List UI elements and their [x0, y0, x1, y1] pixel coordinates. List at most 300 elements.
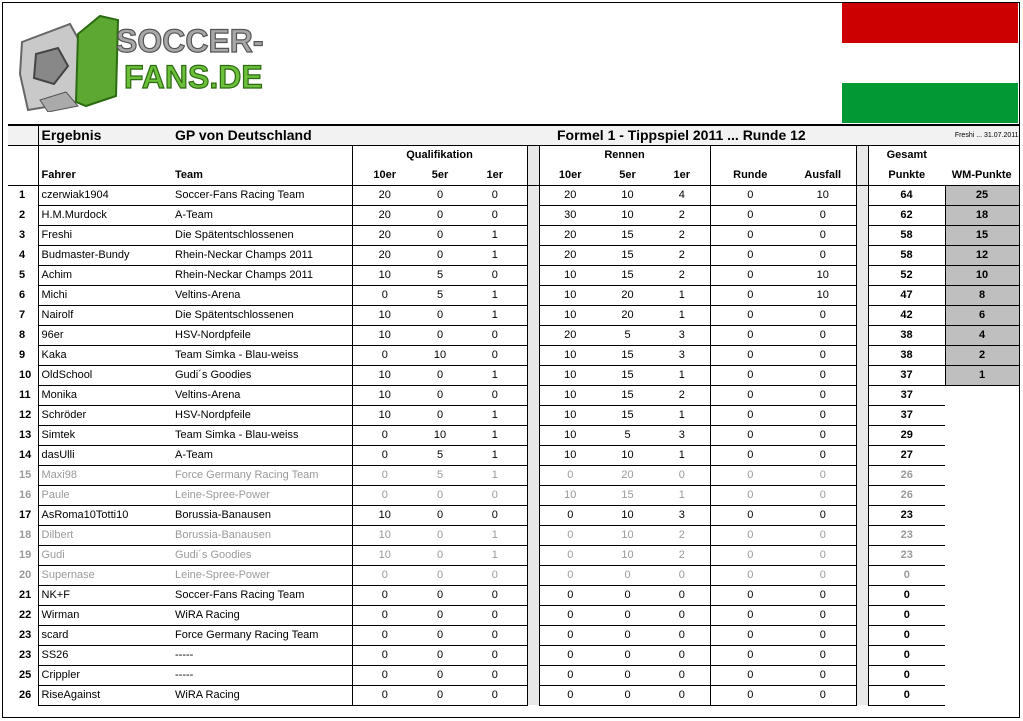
column-gap [527, 305, 539, 325]
punkte-cell: 42 [868, 305, 945, 325]
team-cell: Die Spätentschlossenen [172, 225, 352, 245]
runde-cell: 0 [710, 445, 790, 465]
wm-punkte-cell: 18 [945, 205, 1019, 225]
ausfall-cell: 0 [790, 305, 856, 325]
wm-punkte-cell [945, 545, 1019, 565]
punkte-cell: 52 [868, 265, 945, 285]
punkte-cell: 27 [868, 445, 945, 465]
q1-cell: 1 [463, 405, 527, 425]
r10-cell: 0 [539, 505, 601, 525]
q1-cell: 1 [463, 465, 527, 485]
q10-cell: 0 [352, 585, 417, 605]
column-gap [856, 465, 868, 485]
runde-cell: 0 [710, 565, 790, 585]
q5-cell: 0 [417, 605, 463, 625]
q10-cell: 10 [352, 525, 417, 545]
ausfall-cell: 0 [790, 525, 856, 545]
punkte-cell: 0 [868, 645, 945, 665]
r10-cell: 0 [539, 525, 601, 545]
q10-cell: 10 [352, 305, 417, 325]
punkte-cell: 37 [868, 385, 945, 405]
table-row [8, 485, 1019, 505]
hungary-flag [842, 3, 1018, 123]
flag-stripe-green [842, 83, 1018, 123]
table-row [8, 405, 1019, 425]
table-row [8, 305, 1019, 325]
punkte-cell: 58 [868, 225, 945, 245]
column-gap [527, 345, 539, 365]
team-cell: Leine-Spree-Power [172, 565, 352, 585]
table-row [8, 205, 1019, 225]
column-gap [527, 445, 539, 465]
r5-cell: 10 [601, 545, 654, 565]
r10-cell: 0 [539, 645, 601, 665]
q10-cell: 20 [352, 225, 417, 245]
column-gap [527, 545, 539, 565]
r1-cell: 0 [654, 465, 710, 485]
fahrer-cell: H.M.Murdock [38, 205, 172, 225]
column-gap [527, 185, 539, 205]
r1-cell: 2 [654, 385, 710, 405]
soccer-fans-logo [18, 14, 278, 112]
punkte-cell: 37 [868, 365, 945, 385]
wm-punkte-cell: 12 [945, 245, 1019, 265]
rank-cell: 7 [19, 309, 26, 321]
col-r10: 10er [539, 165, 601, 185]
punkte-cell: 29 [868, 425, 945, 445]
fahrer-cell: Freshi [38, 225, 172, 245]
team-cell: ----- [172, 645, 352, 665]
fahrer-cell: Nairolf [38, 305, 172, 325]
runde-cell: 0 [710, 485, 790, 505]
column-gap [527, 485, 539, 505]
q10-cell: 0 [352, 445, 417, 465]
q5-cell: 5 [417, 265, 463, 285]
q5-cell: 0 [417, 385, 463, 405]
q5-cell: 5 [417, 465, 463, 485]
runde-cell: 0 [710, 465, 790, 485]
q5-cell: 10 [417, 345, 463, 365]
runde-cell: 0 [710, 505, 790, 525]
q10-cell: 0 [352, 465, 417, 485]
col-wm-punkte: WM-Punkte [945, 165, 1019, 185]
r10-cell: 10 [539, 285, 601, 305]
gp-label: GP von Deutschland [172, 125, 352, 145]
team-cell: Leine-Spree-Power [172, 485, 352, 505]
rank-cell: 17 [19, 509, 32, 521]
q1-cell: 0 [463, 265, 527, 285]
column-gap [527, 605, 539, 625]
r1-cell: 1 [654, 285, 710, 305]
wm-punkte-cell: 6 [945, 305, 1019, 325]
table-row [8, 625, 1019, 645]
punkte-cell: 0 [868, 625, 945, 645]
table-row [8, 525, 1019, 545]
wm-punkte-cell [945, 525, 1019, 545]
fahrer-cell: SS26 [38, 645, 172, 665]
q10-cell: 10 [352, 405, 417, 425]
r10-cell: 10 [539, 345, 601, 365]
runde-cell: 0 [710, 265, 790, 285]
ausfall-cell: 0 [790, 545, 856, 565]
col-runde: Runde [710, 165, 790, 185]
column-gap [856, 685, 868, 705]
column-gap [856, 485, 868, 505]
r5-cell: 15 [601, 405, 654, 425]
q10-cell: 0 [352, 645, 417, 665]
group-header-row [8, 145, 1019, 165]
runde-cell: 0 [710, 685, 790, 705]
table-row [8, 425, 1019, 445]
punkte-cell: 37 [868, 405, 945, 425]
rank-cell: 11 [19, 389, 31, 401]
table-row [8, 265, 1019, 285]
r10-cell: 30 [539, 205, 601, 225]
runde-cell: 0 [710, 525, 790, 545]
fahrer-cell: NK+F [38, 585, 172, 605]
punkte-cell: 0 [868, 585, 945, 605]
column-gap [856, 525, 868, 545]
rank-cell: 8 [19, 329, 26, 341]
column-gap [856, 245, 868, 265]
q5-cell: 0 [417, 685, 463, 705]
fahrer-cell: Supernase [38, 565, 172, 585]
wm-punkte-cell [945, 565, 1019, 585]
column-gap [527, 285, 539, 305]
q1-cell: 0 [463, 205, 527, 225]
punkte-cell: 0 [868, 605, 945, 625]
runde-cell: 0 [710, 285, 790, 305]
column-gap [527, 365, 539, 385]
team-cell: Rhein-Neckar Champs 2011 [172, 245, 352, 265]
column-gap [527, 565, 539, 585]
r5-cell: 10 [601, 445, 654, 465]
table-row [8, 545, 1019, 565]
wm-punkte-cell [945, 685, 1019, 705]
fahrer-cell: scard [38, 625, 172, 645]
column-gap [527, 625, 539, 645]
punkte-cell: 0 [868, 565, 945, 585]
rank-cell: 23 [19, 649, 32, 661]
runde-cell: 0 [710, 605, 790, 625]
r1-cell: 2 [654, 205, 710, 225]
team-cell: HSV-Nordpfeile [172, 405, 352, 425]
q5-cell: 5 [417, 285, 463, 305]
table-row [8, 245, 1019, 265]
q5-cell: 0 [417, 565, 463, 585]
r5-cell: 10 [601, 205, 654, 225]
q5-cell: 0 [417, 305, 463, 325]
q5-cell: 0 [417, 645, 463, 665]
r5-cell: 5 [601, 425, 654, 445]
col-ausfall: Ausfall [790, 165, 856, 185]
column-gap [856, 265, 868, 285]
r1-cell: 3 [654, 505, 710, 525]
q5-cell: 0 [417, 325, 463, 345]
fahrer-cell: dasUlli [38, 445, 172, 465]
q5-cell: 5 [417, 445, 463, 465]
fahrer-cell: Crippler [38, 665, 172, 685]
q5-cell: 0 [417, 665, 463, 685]
q1-cell: 0 [463, 325, 527, 345]
ergebnis-label: Ergebnis [38, 125, 172, 145]
tippspiel-title: Formel 1 - Tippspiel 2011 ... Runde 12 [539, 125, 868, 145]
results-table [8, 124, 1020, 706]
ausfall-cell: 0 [790, 205, 856, 225]
r10-cell: 0 [539, 565, 601, 585]
q10-cell: 0 [352, 285, 417, 305]
runde-cell: 0 [710, 345, 790, 365]
col-team: Team [172, 165, 352, 185]
col-q1: 1er [463, 165, 527, 185]
fahrer-cell: Budmaster-Bundy [38, 245, 172, 265]
flag-stripe-white [842, 43, 1018, 83]
q1-cell: 1 [463, 425, 527, 445]
q10-cell: 0 [352, 605, 417, 625]
fahrer-cell: Kaka [38, 345, 172, 365]
column-gap [856, 545, 868, 565]
team-cell: Team Simka - Blau-weiss [172, 425, 352, 445]
col-q10: 10er [352, 165, 417, 185]
group-rennen: Rennen [604, 149, 645, 162]
punkte-cell: 58 [868, 245, 945, 265]
r5-cell: 10 [601, 185, 654, 205]
r1-cell: 2 [654, 525, 710, 545]
rank-cell: 12 [19, 409, 32, 421]
column-gap [856, 665, 868, 685]
table-row [8, 465, 1019, 485]
column-gap [856, 565, 868, 585]
r5-cell: 0 [601, 605, 654, 625]
column-gap [527, 505, 539, 525]
q1-cell: 0 [463, 185, 527, 205]
column-gap [527, 245, 539, 265]
runde-cell: 0 [710, 405, 790, 425]
ausfall-cell: 0 [790, 345, 856, 365]
r10-cell: 10 [539, 385, 601, 405]
column-gap [856, 605, 868, 625]
fahrer-cell: Paule [38, 485, 172, 505]
fahrer-cell: OldSchool [38, 365, 172, 385]
q1-cell: 0 [463, 505, 527, 525]
column-gap [856, 585, 868, 605]
flag-stripe-red [842, 3, 1018, 43]
table-row [8, 645, 1019, 665]
ausfall-cell: 0 [790, 405, 856, 425]
punkte-cell: 23 [868, 505, 945, 525]
ausfall-cell: 0 [790, 365, 856, 385]
table-row [8, 365, 1019, 385]
punkte-cell: 47 [868, 285, 945, 305]
punkte-cell: 0 [868, 685, 945, 705]
ausfall-cell: 10 [790, 185, 856, 205]
q1-cell: 1 [463, 285, 527, 305]
ausfall-cell: 0 [790, 245, 856, 265]
fahrer-cell: Maxi98 [38, 465, 172, 485]
r10-cell: 0 [539, 665, 601, 685]
r1-cell: 0 [654, 585, 710, 605]
runde-cell: 0 [710, 185, 790, 205]
runde-cell: 0 [710, 385, 790, 405]
r10-cell: 10 [539, 365, 601, 385]
q10-cell: 10 [352, 365, 417, 385]
column-gap [856, 405, 868, 425]
runde-cell: 0 [710, 625, 790, 645]
ausfall-cell: 0 [790, 385, 856, 405]
r5-cell: 20 [601, 285, 654, 305]
q1-cell: 0 [463, 585, 527, 605]
team-cell: Veltins-Arena [172, 285, 352, 305]
r10-cell: 0 [539, 585, 601, 605]
rank-cell: 6 [19, 289, 26, 301]
team-cell: WiRA Racing [172, 685, 352, 705]
q10-cell: 10 [352, 505, 417, 525]
r5-cell: 0 [601, 565, 654, 585]
rank-cell: 22 [19, 609, 32, 621]
q10-cell: 20 [352, 185, 417, 205]
r10-cell: 20 [539, 185, 601, 205]
ausfall-cell: 10 [790, 265, 856, 285]
team-cell: Force Germany Racing Team [172, 625, 352, 645]
table-row [8, 605, 1019, 625]
r10-cell: 10 [539, 305, 601, 325]
wm-punkte-cell [945, 605, 1019, 625]
table-row [8, 505, 1019, 525]
ausfall-cell: 0 [790, 425, 856, 445]
team-cell: ----- [172, 665, 352, 685]
wm-punkte-cell: 10 [945, 265, 1019, 285]
table-row [8, 565, 1019, 585]
punkte-cell: 38 [868, 325, 945, 345]
team-cell: WiRA Racing [172, 605, 352, 625]
column-gap [527, 325, 539, 345]
table-row [8, 585, 1019, 605]
rank-cell: 10 [19, 369, 32, 381]
r10-cell: 10 [539, 405, 601, 425]
rank-cell: 15 [19, 469, 32, 481]
q5-cell: 10 [417, 425, 463, 445]
q1-cell: 0 [463, 385, 527, 405]
group-gesamt: Gesamt [886, 149, 927, 162]
runde-cell: 0 [710, 305, 790, 325]
q10-cell: 20 [352, 205, 417, 225]
column-gap [527, 205, 539, 225]
punkte-cell: 38 [868, 345, 945, 365]
q1-cell: 0 [463, 485, 527, 505]
q10-cell: 0 [352, 685, 417, 705]
table-row [8, 185, 1019, 205]
rank-cell: 4 [19, 249, 26, 261]
q1-cell: 0 [463, 565, 527, 585]
col-r5: 5er [601, 165, 654, 185]
r10-cell: 0 [539, 465, 601, 485]
r1-cell: 1 [654, 405, 710, 425]
rank-cell: 14 [19, 449, 32, 461]
wm-punkte-cell [945, 485, 1019, 505]
column-gap [856, 345, 868, 365]
q5-cell: 0 [417, 225, 463, 245]
runde-cell: 0 [710, 425, 790, 445]
ausfall-cell: 0 [790, 625, 856, 645]
q1-cell: 1 [463, 445, 527, 465]
col-r1: 1er [654, 165, 710, 185]
r5-cell: 15 [601, 345, 654, 365]
q5-cell: 0 [417, 205, 463, 225]
q5-cell: 0 [417, 585, 463, 605]
rank-cell: 20 [19, 569, 32, 581]
wm-punkte-cell: 1 [945, 365, 1019, 385]
runde-cell: 0 [710, 205, 790, 225]
column-gap [856, 385, 868, 405]
q5-cell: 0 [417, 485, 463, 505]
ausfall-cell: 0 [790, 585, 856, 605]
r1-cell: 1 [654, 305, 710, 325]
column-gap [527, 585, 539, 605]
q1-cell: 0 [463, 665, 527, 685]
q5-cell: 0 [417, 625, 463, 645]
team-cell: Borussia-Banausen [172, 525, 352, 545]
team-cell: Veltins-Arena [172, 385, 352, 405]
group-qualifikation: Qualifikation [406, 149, 473, 162]
r10-cell: 0 [539, 685, 601, 705]
punkte-cell: 23 [868, 545, 945, 565]
col-fahrer: Fahrer [38, 165, 172, 185]
team-cell: A-Team [172, 445, 352, 465]
column-gap [856, 205, 868, 225]
q1-cell: 0 [463, 685, 527, 705]
r5-cell: 0 [601, 585, 654, 605]
runde-cell: 0 [710, 645, 790, 665]
column-header-row [8, 165, 1019, 185]
wm-punkte-cell: 4 [945, 325, 1019, 345]
runde-cell: 0 [710, 665, 790, 685]
ausfall-cell: 0 [790, 465, 856, 485]
column-gap [527, 405, 539, 425]
rank-cell: 5 [19, 269, 26, 281]
col-q5: 5er [417, 165, 463, 185]
wm-punkte-cell: 25 [945, 185, 1019, 205]
r5-cell: 10 [601, 525, 654, 545]
r10-cell: 20 [539, 225, 601, 245]
ausfall-cell: 0 [790, 225, 856, 245]
q10-cell: 0 [352, 625, 417, 645]
runde-cell: 0 [710, 225, 790, 245]
r1-cell: 3 [654, 325, 710, 345]
punkte-cell: 64 [868, 185, 945, 205]
r1-cell: 1 [654, 445, 710, 465]
wm-punkte-cell [945, 665, 1019, 685]
fahrer-cell: Monika [38, 385, 172, 405]
fahrer-cell: czerwiak1904 [38, 185, 172, 205]
q1-cell: 1 [463, 245, 527, 265]
r5-cell: 15 [601, 245, 654, 265]
ausfall-cell: 0 [790, 485, 856, 505]
author-date: Freshi ... 31.07.2011 [868, 125, 1019, 145]
column-gap [856, 505, 868, 525]
r10-cell: 0 [539, 545, 601, 565]
q1-cell: 1 [463, 525, 527, 545]
r1-cell: 3 [654, 345, 710, 365]
r1-cell: 0 [654, 625, 710, 645]
fahrer-cell: Gudi [38, 545, 172, 565]
q10-cell: 0 [352, 485, 417, 505]
fahrer-cell: Dilbert [38, 525, 172, 545]
runde-cell: 0 [710, 365, 790, 385]
r5-cell: 0 [601, 625, 654, 645]
runde-cell: 0 [710, 585, 790, 605]
column-gap [856, 625, 868, 645]
table-row [8, 345, 1019, 365]
